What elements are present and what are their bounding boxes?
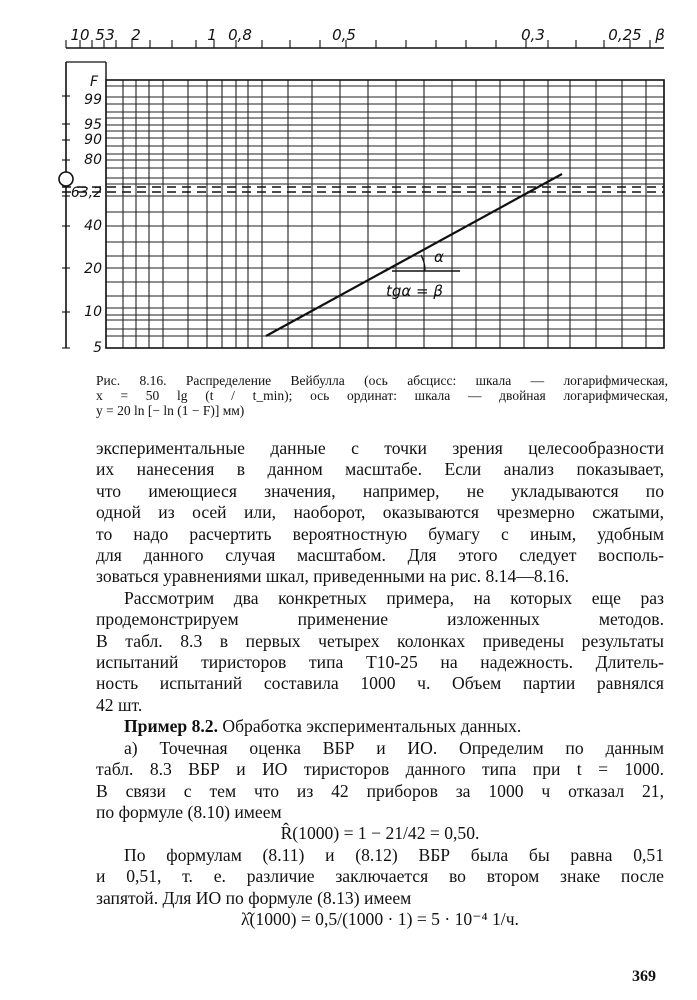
text-line: одной из осей или, наоборот, оказываются чрезмерно сжатыми, [96,502,664,523]
x-top-ticks [66,26,665,48]
y-tick-label: 95 [84,117,102,133]
text-line: по формуле (8.10) имеем [96,801,282,822]
text-line: что имеющиеся значения, например, не укладываются по [96,480,664,501]
x-top-tick-label: 10 [70,26,90,44]
y-ticks [62,92,102,356]
tg-alpha-label: tgα = β [386,282,443,300]
text-line: испытаний тиристоров типа Т10-25 на надежность. Длитель- [96,652,664,673]
paragraph-2 [96,588,664,716]
example-label: Пример 8.2. [124,716,218,737]
weibull-chart [0,0,697,372]
y-tick-label: 80 [84,152,102,168]
text-line: ность испытаний составила 1000 ч. Объем партии равнялся [96,673,664,694]
x-top-tick-label: 0,3 [521,26,545,44]
y-axis-label: F [90,74,99,90]
caption-line: y = 20 ln [− ln (1 − F)] мм) [96,403,245,418]
text-line: продемонстрируем применение изложенных методов. [96,609,664,630]
fit-line [266,174,562,336]
body-text [96,438,664,930]
caption-line: Рис. 8.16. Распределение Вейбулла (ось абсцисс: шкала — логарифмическая, [96,373,668,388]
example-title: Обработка экспериментальных данных. [222,716,522,737]
x-top-tick-label: 1 [207,26,217,44]
paragraph-1 [96,438,664,588]
text-line: запятой. Для ИО по формуле (8.13) имеем [96,887,412,908]
text-line: экспериментальные данные с точки зрения целесообразности [96,438,664,458]
text-line: а) Точечная оценка ВБР и ИО. Определим по данным [124,737,664,758]
paragraph-4 [96,845,664,909]
example-heading [96,716,664,737]
x-top-tick-label: 5 [95,26,105,44]
x-top-tick-label: 0,25 [608,26,642,44]
formula-failure-rate: λ̂(1000) = 0,5/(1000 · 1) = 5 · 10⁻⁴ 1/ч. [241,908,519,929]
text-line: По формулам (8.11) и (8.12) ВБР была бы равна 0,51 [124,844,664,865]
text-line: зоваться уравнениями шкал, приведенными на рис. 8.14—8.16. [96,566,570,587]
y-tick-label: 40 [84,218,102,234]
page-number: 369 [632,968,656,985]
x-top-tick-label: 3 [105,26,115,44]
y-tick-label: 90 [84,132,102,148]
x-top-tick-label: 0,5 [332,26,356,44]
x-top-tick-label: β [655,26,665,44]
y-tick-label: 10 [84,304,102,320]
weibull-fit-line [266,174,562,336]
text-line: и 0,51, т. е. различие заключается во втором знаке после [96,866,664,887]
text-line: 42 шт. [96,694,143,715]
text-line: табл. 8.3 ВБР и ИО тиристоров данного типа при t = 1000. [96,759,664,780]
x-top-tick-label: 0,8 [228,26,252,44]
y-tick-label: 20 [84,261,102,277]
formula-reliability: R̂(1000) = 1 − 21/42 = 0,50. [280,823,480,844]
x-top-tick-label: 2 [131,26,141,44]
y-tick-label: 5 [93,340,102,356]
caption-line: x = 50 lg (t / t_min); ось ординат: шкала — двойная логарифмическая, [96,388,668,403]
text-line: Рассмотрим два конкретных примера, на которых еще раз [124,587,664,608]
y-tick-label: 99 [84,92,102,108]
alpha-label: α [434,248,444,266]
text-line: В связи с тем что из 42 приборов за 1000 ч отказал 21, [96,780,664,801]
y-tick-label: 63,2 [70,185,102,201]
text-line: их нанесения в данном масштабе. Если анализ показывает, [96,459,664,480]
paragraph-3 [96,738,664,824]
axis-pivot-circle [59,172,73,186]
text-line: то надо расчертить вероятностную бумагу с иным, удобным [96,523,664,544]
figure-caption [96,373,668,418]
text-line: В табл. 8.3 в первых четырех колонках приведены результаты [96,630,664,651]
chart-frame [66,48,664,348]
chart-grid [106,80,664,348]
text-line: для данного случая масштабом. Для этого следует восполь- [96,545,664,566]
